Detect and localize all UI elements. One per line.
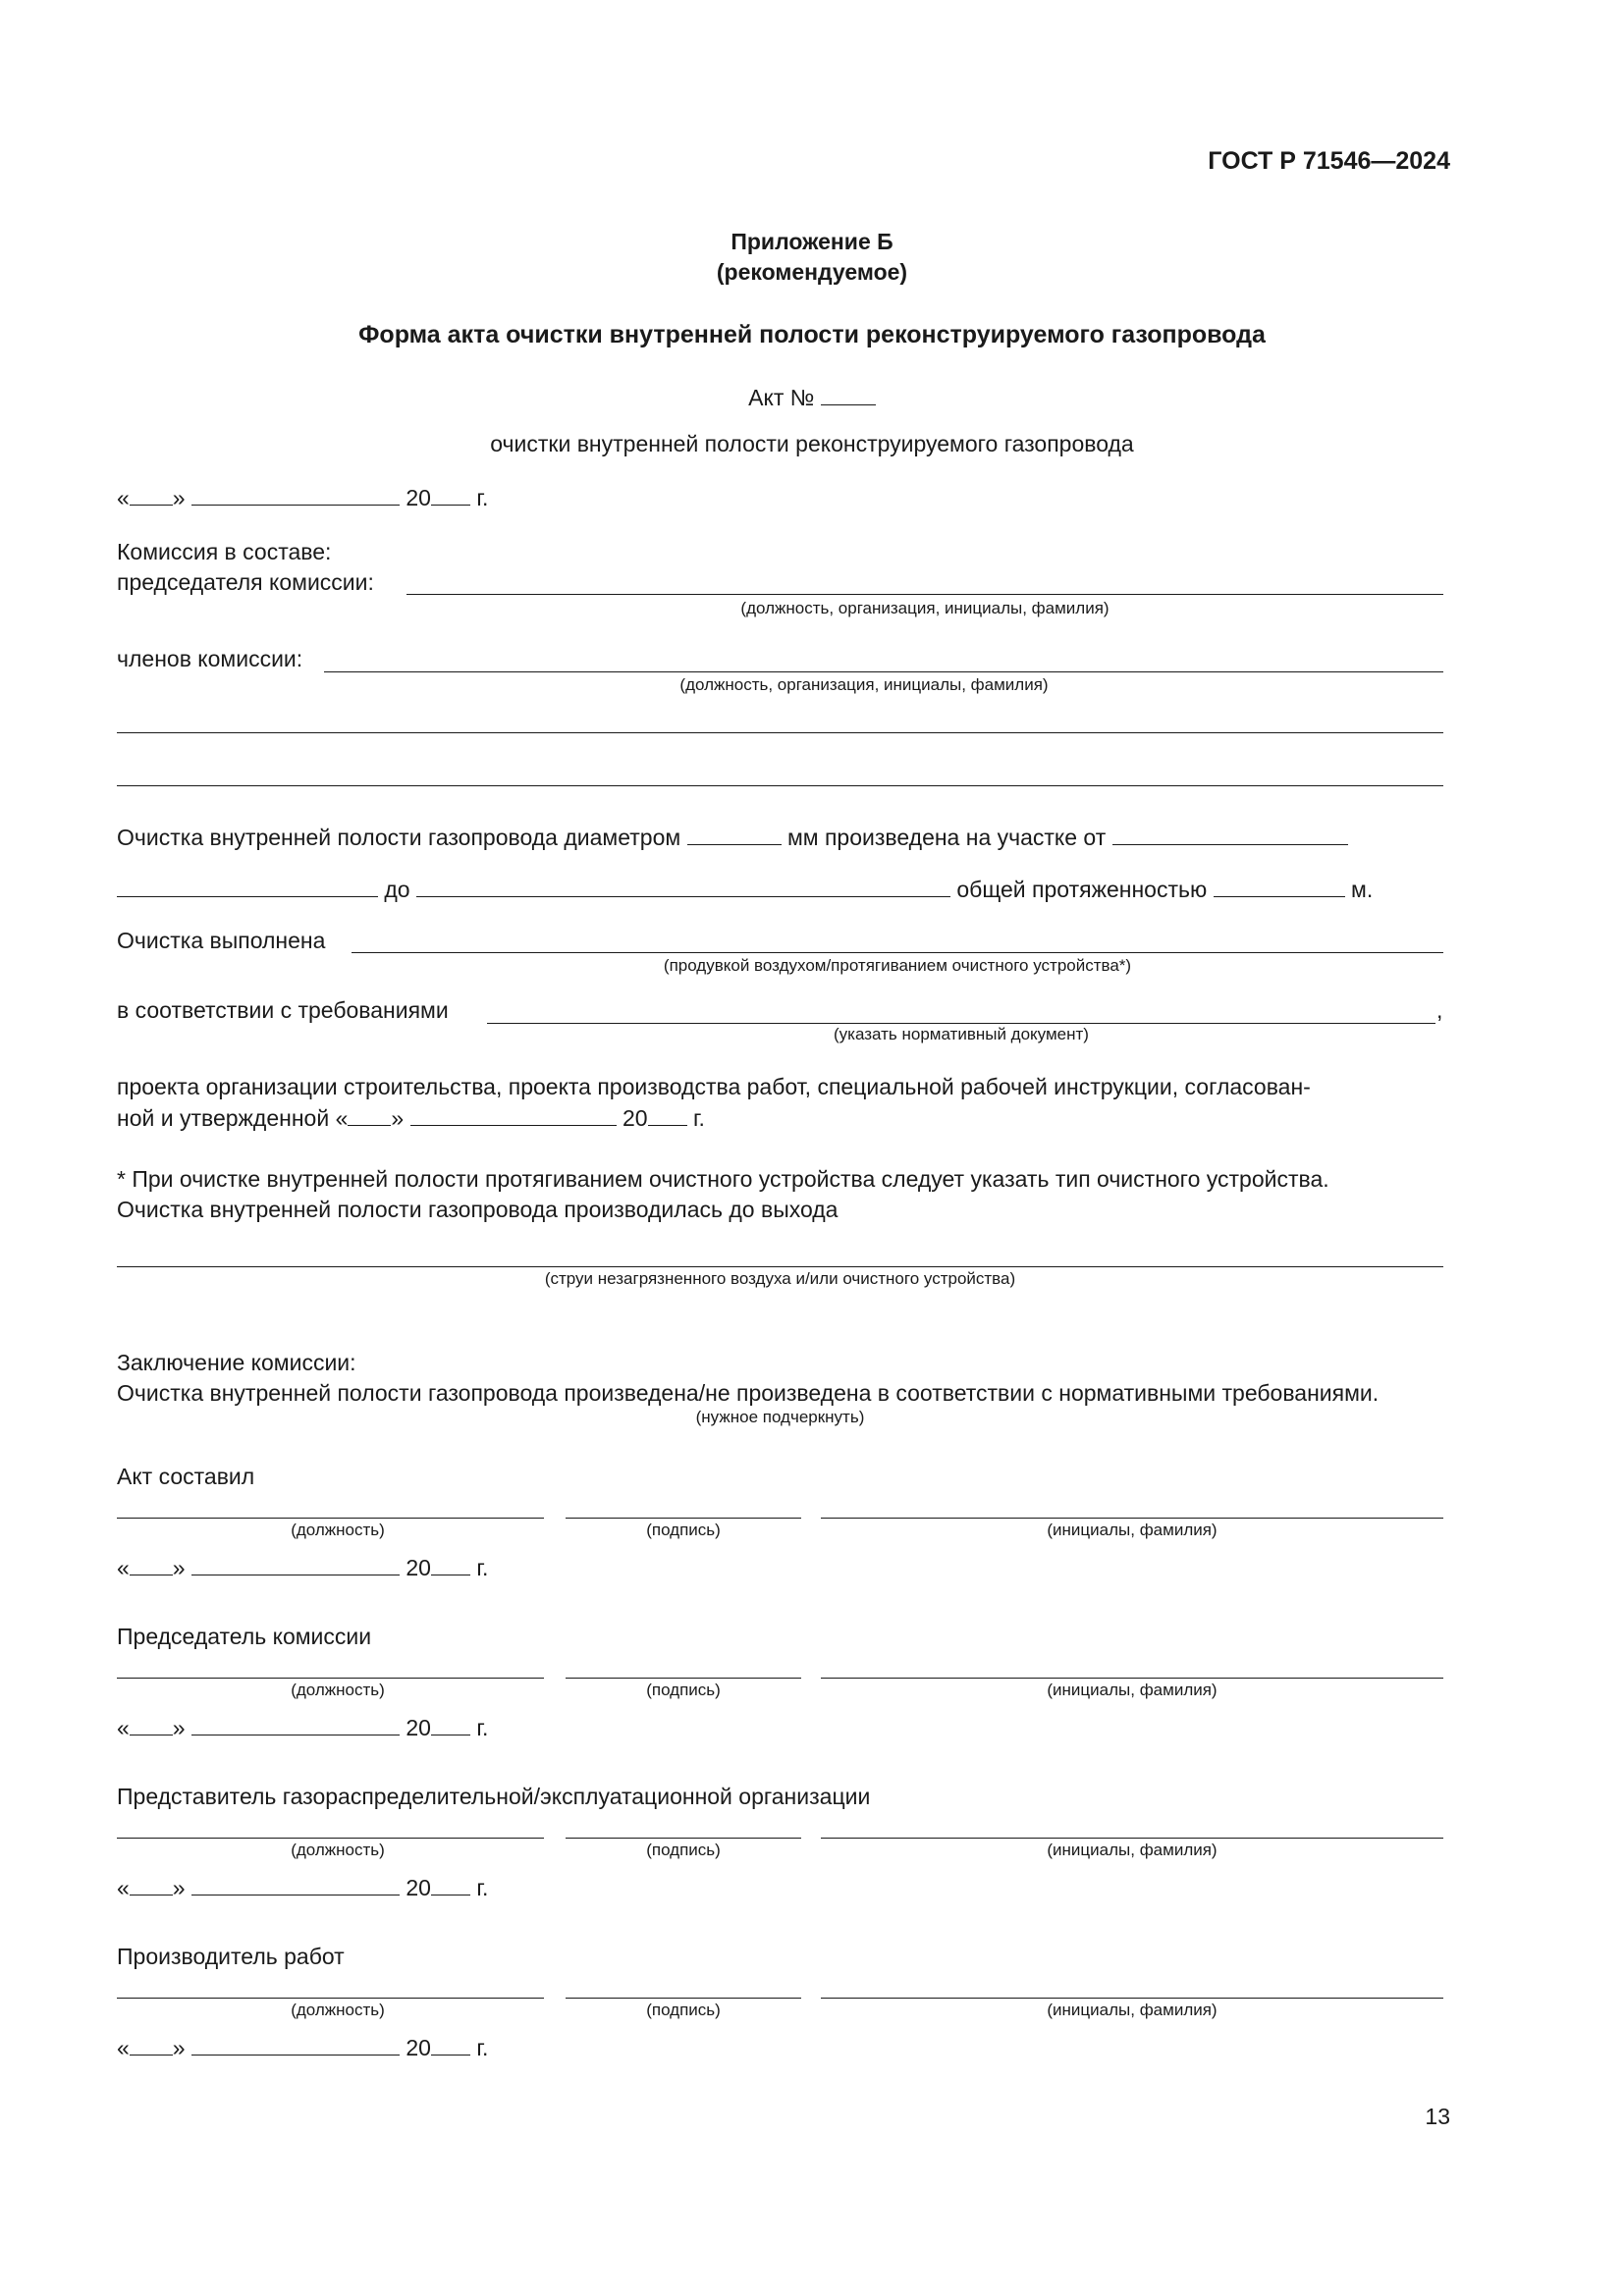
year-blank[interactable]	[431, 1553, 470, 1575]
exit-line[interactable]	[117, 1266, 1443, 1267]
signature-hint: (подпись)	[646, 1681, 721, 1699]
name-hint: (инициалы, фамилия)	[1047, 1841, 1218, 1859]
act-number	[0, 383, 1624, 411]
chairman-hint: (должность, организация, инициалы, фамилия)	[740, 599, 1110, 617]
position-line[interactable]	[117, 1518, 544, 1519]
position-hint: (должность)	[291, 2001, 385, 2019]
day-blank[interactable]	[130, 2033, 173, 2056]
day-blank[interactable]	[130, 1553, 173, 1575]
name-hint: (инициалы, фамилия)	[1047, 2001, 1218, 2019]
act-subtitle: очистки внутренней полости реконструируемого газопровода	[490, 431, 1134, 456]
appendix-title: Приложение Б	[731, 229, 893, 254]
diameter-blank[interactable]	[687, 823, 782, 845]
members-hint: (должность, организация, инициалы, фамилия)	[679, 675, 1049, 694]
name-line[interactable]	[821, 1678, 1443, 1679]
signature-line[interactable]	[566, 1678, 801, 1679]
approval-year-blank[interactable]	[648, 1103, 687, 1126]
act-date: « » 20 г.	[117, 485, 489, 510]
month-blank[interactable]	[191, 1873, 400, 1896]
approval-month-blank[interactable]	[410, 1103, 617, 1126]
signatory-date: « » 20 г.	[117, 1555, 489, 1580]
exit-hint: (струи незагрязненного воздуха и/или очистного устройства)	[544, 1269, 1016, 1288]
footnote: * При очистке внутренней полости протягиванием очистного устройства следует указать тип очистного устройства.	[117, 1166, 1329, 1192]
signature-line[interactable]	[566, 1838, 801, 1839]
day-blank[interactable]	[130, 483, 173, 506]
members-line-3[interactable]	[117, 785, 1443, 786]
section-row: до общей протяженностью м.	[117, 875, 1373, 903]
accord-label: в соответствии с требованиями	[117, 997, 449, 1023]
year-blank[interactable]	[431, 2033, 470, 2056]
conclusion-label: Заключение комиссии:	[117, 1350, 356, 1375]
position-line[interactable]	[117, 1998, 544, 1999]
done-hint: (продувкой воздухом/протягиванием очистного устройства*)	[663, 956, 1132, 975]
signature-hint: (подпись)	[646, 1841, 721, 1859]
appendix-type: (рекомендуемое)	[716, 259, 908, 285]
position-line[interactable]	[117, 1838, 544, 1839]
signatory-date: « » 20 г.	[117, 2035, 489, 2060]
members-line-1[interactable]	[324, 671, 1443, 672]
position-hint: (должность)	[291, 1521, 385, 1539]
section-from-blank[interactable]	[1112, 823, 1348, 845]
signatory-label: Представитель газораспределительной/эксплуатационной организации	[117, 1784, 871, 1809]
standard-code: ГОСТ Р 71546—2024	[1208, 147, 1450, 175]
signature-line[interactable]	[566, 1998, 801, 1999]
name-line[interactable]	[821, 1838, 1443, 1839]
name-hint: (инициалы, фамилия)	[1047, 1681, 1218, 1699]
act-number-label: Акт №	[748, 385, 815, 410]
section-from-cont-blank[interactable]	[117, 875, 378, 897]
name-line[interactable]	[821, 1518, 1443, 1519]
accord-hint: (указать нормативный документ)	[834, 1025, 1089, 1043]
day-blank[interactable]	[130, 1713, 173, 1735]
accord-line[interactable]	[487, 1023, 1435, 1024]
signatory-date: « » 20 г.	[117, 1715, 489, 1740]
form-title: Форма акта очистки внутренней полости реконструируемого газопровода	[358, 321, 1266, 348]
chairman-line[interactable]	[406, 594, 1443, 595]
done-line[interactable]	[352, 952, 1443, 953]
signature-hint: (подпись)	[646, 1521, 721, 1539]
length-blank[interactable]	[1214, 875, 1345, 897]
signature-line[interactable]	[566, 1518, 801, 1519]
position-hint: (должность)	[291, 1681, 385, 1699]
name-hint: (инициалы, фамилия)	[1047, 1521, 1218, 1539]
conclusion-hint: (нужное подчеркнуть)	[695, 1408, 865, 1426]
commission-label: Комиссия в составе:	[117, 539, 332, 564]
members-label: членов комиссии:	[117, 646, 303, 671]
month-blank[interactable]	[191, 483, 400, 506]
page-number: 13	[1425, 2104, 1450, 2129]
year-blank[interactable]	[431, 1713, 470, 1735]
day-blank[interactable]	[130, 1873, 173, 1896]
diameter-row: Очистка внутренней полости газопровода диаметром мм произведена на участке от	[117, 823, 1348, 851]
approval-day-blank[interactable]	[348, 1103, 391, 1126]
signatory-label: Производитель работ	[117, 1944, 345, 1969]
year-blank[interactable]	[431, 483, 470, 506]
accord-comma: ,	[1436, 997, 1443, 1023]
signatory-label: Акт составил	[117, 1464, 255, 1489]
signatory-date: « » 20 г.	[117, 1875, 489, 1900]
signatory-label: Председатель комиссии	[117, 1624, 372, 1649]
signature-hint: (подпись)	[646, 2001, 721, 2019]
exit-label: Очистка внутренней полости газопровода производилась до выхода	[117, 1197, 839, 1222]
conclusion-text: Очистка внутренней полости газопровода произведена/не произведена в соответствии с нормативными требованиями.	[117, 1380, 1380, 1406]
act-number-blank[interactable]	[821, 383, 876, 405]
members-line-2[interactable]	[117, 732, 1443, 733]
month-blank[interactable]	[191, 1553, 400, 1575]
done-label: Очистка выполнена	[117, 928, 326, 953]
month-blank[interactable]	[191, 1713, 400, 1735]
month-blank[interactable]	[191, 2033, 400, 2056]
project-line-2: ной и утвержденной « » 20 г.	[117, 1105, 705, 1131]
position-line[interactable]	[117, 1678, 544, 1679]
section-to-blank[interactable]	[416, 875, 950, 897]
name-line[interactable]	[821, 1998, 1443, 1999]
chairman-label: председателя комиссии:	[117, 569, 374, 595]
position-hint: (должность)	[291, 1841, 385, 1859]
project-line-1: проекта организации строительства, проекта производства работ, специальной рабочей инструкции, согласован-	[117, 1074, 1311, 1099]
year-blank[interactable]	[431, 1873, 470, 1896]
